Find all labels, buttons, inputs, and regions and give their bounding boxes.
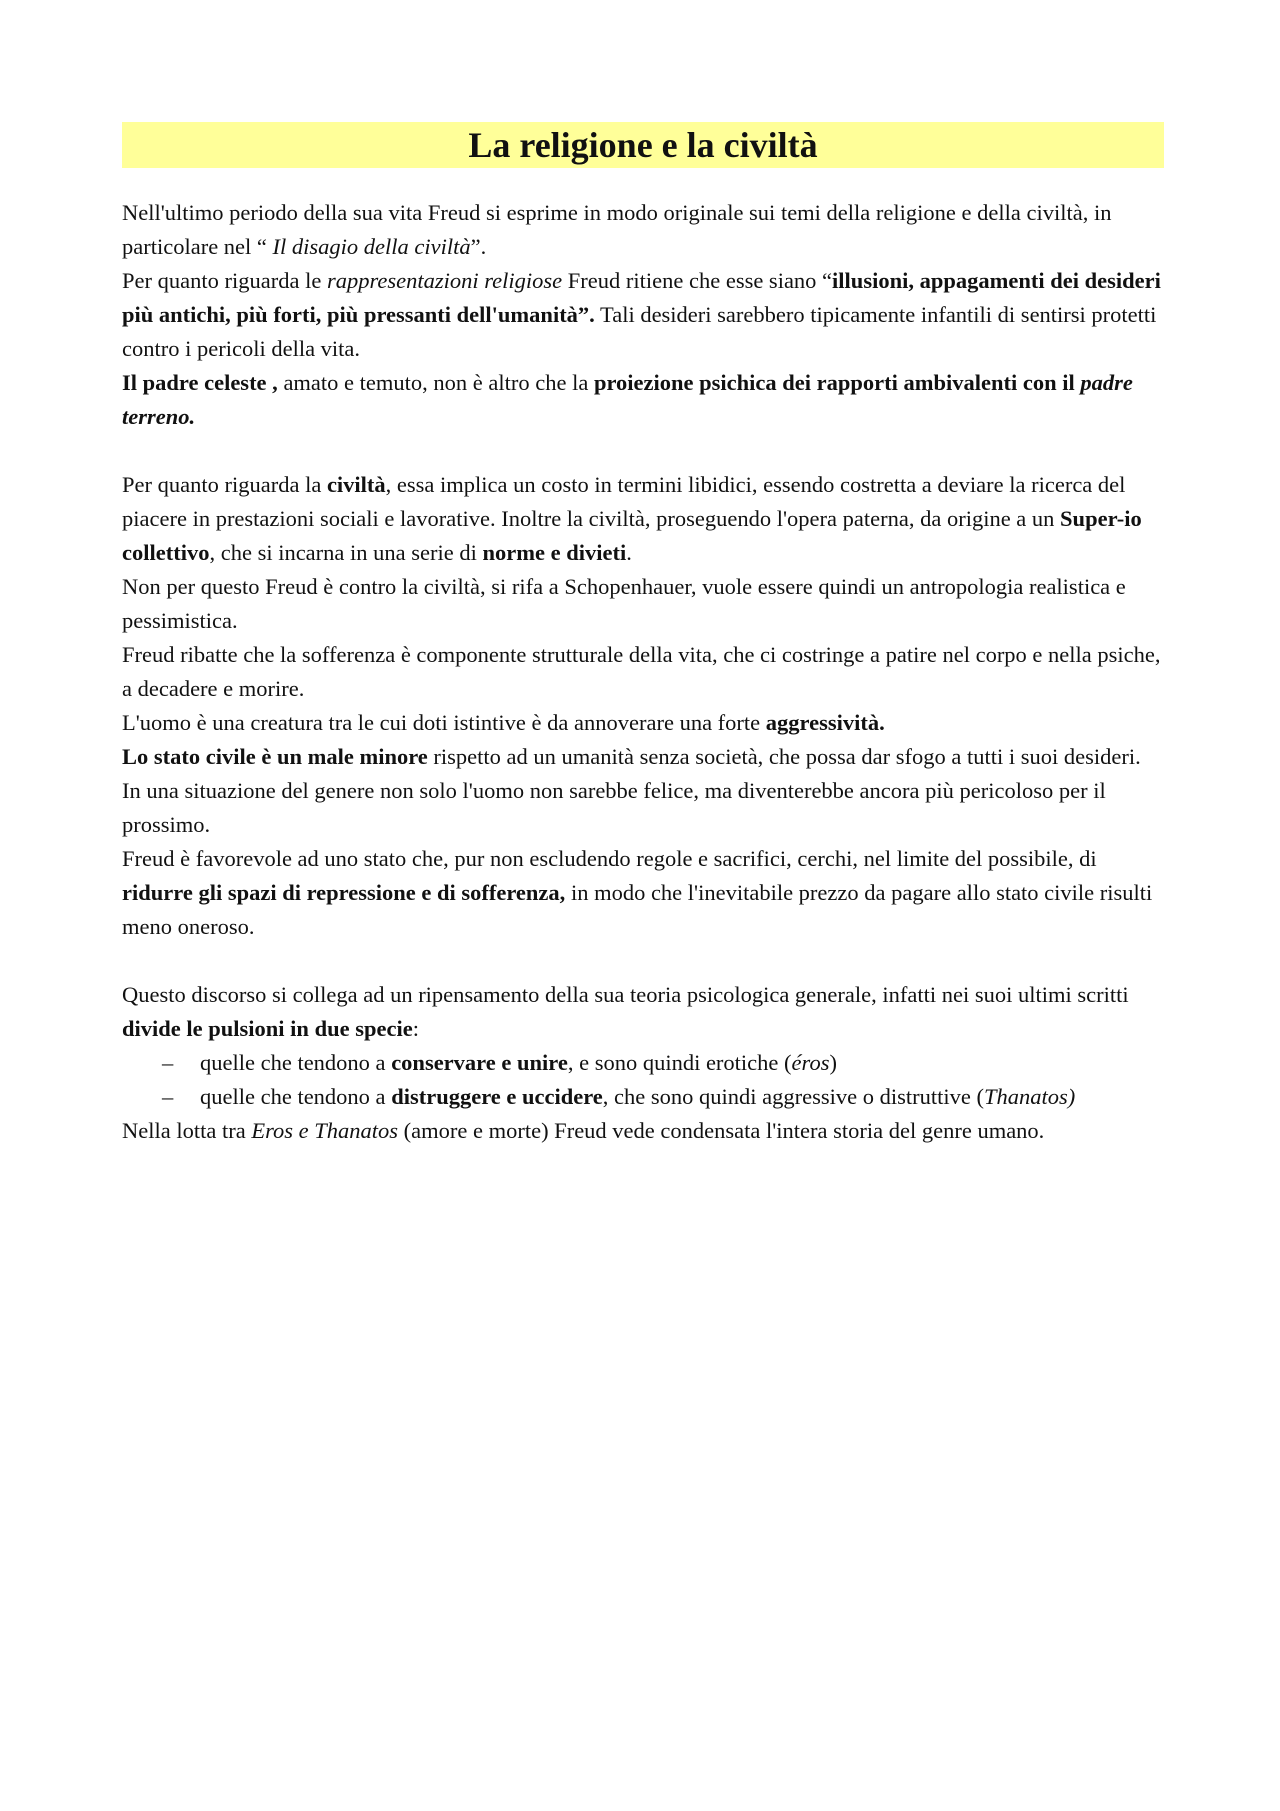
emphasis-italic: Eros e Thanatos <box>251 1118 399 1143</box>
text-run: amato e temuto, non è altro che la <box>277 370 594 395</box>
text-run: , che sono quindi aggressive o distruttive ( <box>602 1084 984 1109</box>
document-page <box>122 122 1164 1148</box>
emphasis-italic: éros <box>791 1050 830 1075</box>
text-run: rispetto ad un umanità senza società, che possa dar sfogo a tutti i suoi desideri. In una situazione del genere non solo l'uomo non sarebbe felice, ma diventerebbe ancora più pericoloso per il prossimo. <box>122 744 1141 837</box>
paragraph-repressione <box>122 842 1164 944</box>
list-item <box>122 1046 1164 1080</box>
emphasis-bold: aggressività. <box>765 710 885 735</box>
text-run: Tali desideri sarebbero tipicamente infantili di sentirsi protetti contro i pericoli della vita. <box>122 302 1157 361</box>
text-run: quelle che tendono a <box>200 1084 392 1109</box>
text-run: Nella lotta tra <box>122 1118 252 1143</box>
text-run: quelle che tendono a <box>200 1050 392 1075</box>
emphasis-bold: conservare e unire <box>391 1050 568 1075</box>
text-run: Nell'ultimo periodo della sua vita Freud si esprime in modo originale sui temi della religione e della civiltà, in particolare nel “ <box>122 200 1112 259</box>
emphasis-bold: proiezione psichica dei rapporti ambivalenti con il <box>593 370 1081 395</box>
emphasis-italic: Thanatos) <box>983 1084 1076 1109</box>
text-run: Per quanto riguarda la <box>122 472 327 497</box>
paragraph-pulsioni <box>122 978 1164 1046</box>
text-run: (amore e morte) Freud vede condensata l'intera storia del genre umano. <box>398 1118 1045 1143</box>
emphasis-bold: Lo stato civile è un male minore <box>122 744 428 769</box>
text-run: : <box>412 1016 419 1041</box>
text-run: in modo che l'inevitabile prezzo da pagare allo stato civile risulti meno oneroso. <box>122 880 1153 939</box>
list-item <box>122 1080 1164 1114</box>
paragraph-conclusione <box>122 1114 1164 1148</box>
text-run: Questo discorso si collega ad un ripensamento della sua teoria psicologica generale, infatti nei suoi ultimi scritti <box>122 982 1129 1007</box>
paragraph-schopenhauer: Non per questo Freud è contro la civiltà, si rifa a Schopenhauer, vuole essere quindi un antropologia realistica e pessimistica. <box>122 574 1126 633</box>
text-run: , essa implica un costo in termini libidici, essendo costretta a deviare la ricerca del piacere in prestazioni sociali e lavorative. Inoltre la civiltà, proseguendo l'opera paterna, da origine a un <box>122 472 1126 531</box>
text-run: , e sono quindi erotiche ( <box>567 1050 792 1075</box>
emphasis-bold: ridurre gli spazi di repressione e di sofferenza, <box>122 880 566 905</box>
paragraph-aggressivita <box>122 706 1164 740</box>
emphasis-bold: illusioni, appagamenti dei desideri più antichi, più forti, più pressanti dell'umanità”. <box>122 268 1161 327</box>
emphasis-bold: divide le pulsioni in due specie <box>122 1016 413 1041</box>
paragraph-spacer <box>122 944 1164 978</box>
text-run: ”. <box>470 234 487 259</box>
pulsioni-list <box>122 1046 1164 1114</box>
paragraph-sofferenza: Freud ribatte che la sofferenza è componente strutturale della vita, che ci costringe a patire nel corpo e nella psiche, a decadere e morire. <box>122 642 1161 701</box>
text-run: Freud è favorevole ad uno stato che, pur non escludendo regole e sacrifici, cerchi, nel limite del possibile, di <box>122 846 1097 871</box>
paragraph-padre-celeste <box>122 366 1164 434</box>
text-run: L'uomo è una creatura tra le cui doti istintive è da annoverare una forte <box>122 710 766 735</box>
paragraph-spacer <box>122 434 1164 468</box>
text-run: ) <box>829 1050 837 1075</box>
emphasis-italic: rappresentazioni religiose <box>326 268 563 293</box>
paragraph-civilta <box>122 468 1164 570</box>
paragraph-stato-civile <box>122 740 1164 842</box>
document-title: La religione e la civiltà <box>122 122 1164 168</box>
emphasis-bold: distruggere e uccidere <box>391 1084 603 1109</box>
emphasis-bold: Super-io collettivo <box>122 506 1142 565</box>
dash-bullet: – <box>162 1050 174 1075</box>
dash-bullet: – <box>162 1084 174 1109</box>
paragraph-religion <box>122 264 1164 366</box>
document-body <box>122 196 1164 1148</box>
paragraph-intro <box>122 196 1164 264</box>
text-run: Per quanto riguarda le <box>122 268 327 293</box>
emphasis-bold: Il padre celeste , <box>122 370 278 395</box>
emphasis-bold: norme e divieti <box>482 540 627 565</box>
text-run: . <box>626 540 632 565</box>
work-title-italic: Il disagio della civiltà <box>272 234 471 259</box>
emphasis-bold-italic: padre terreno. <box>122 370 1133 429</box>
text-run: , che si incarna in una serie di <box>209 540 483 565</box>
text-run: Freud ritiene che esse siano “ <box>562 268 833 293</box>
emphasis-bold: civiltà <box>326 472 386 497</box>
